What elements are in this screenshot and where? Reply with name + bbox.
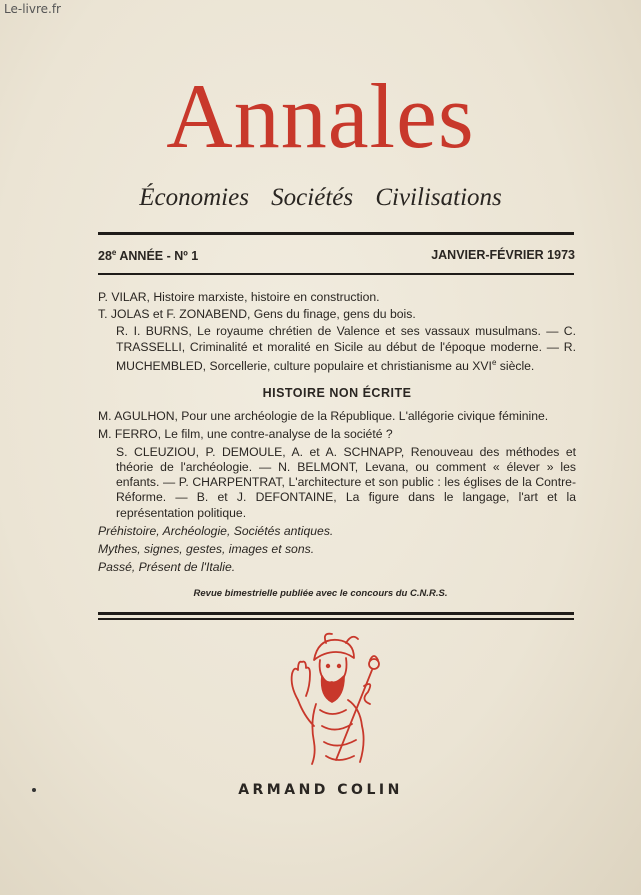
toc-entry bbox=[98, 324, 576, 374]
publisher-name: ARMAND COLIN bbox=[238, 782, 403, 798]
toc-entry: M. FERRO, Le film, une contre-analyse de la société ? bbox=[98, 427, 393, 442]
journal-subtitle: Économies Sociétés Civilisations bbox=[139, 184, 502, 211]
toc-entry: P. VILAR, Histoire marxiste, histoire en construction. bbox=[98, 290, 380, 304]
bottom-rule-thin bbox=[98, 618, 574, 620]
publication-note: Revue bimestrielle publiée avec le concours du C.N.R.S. bbox=[193, 588, 448, 599]
table-of-contents bbox=[98, 290, 576, 575]
bottom-rule bbox=[98, 612, 574, 615]
issue-number bbox=[98, 248, 198, 263]
watermark: Le-livre.fr bbox=[4, 2, 61, 16]
toc-entry-sup: e bbox=[491, 357, 497, 367]
issue-year: 28 bbox=[98, 249, 112, 264]
issue-rest: ANNÉE - Nº 1 bbox=[116, 249, 199, 264]
toc-entry: M. AGULHON, Pour une archéologie de la République. L'allégorie civique féminine. bbox=[98, 409, 549, 424]
print-spot bbox=[32, 788, 36, 792]
toc-entry: T. JOLAS et F. ZONABEND, Gens du finage, gens du bois. bbox=[98, 307, 416, 322]
issue-rule bbox=[98, 273, 574, 275]
rubric: Passé, Présent de l'Italie. bbox=[98, 560, 236, 575]
rubric: Préhistoire, Archéologie, Sociétés antiques. bbox=[98, 523, 334, 538]
rubric: Mythes, signes, gestes, images et sons. bbox=[98, 541, 315, 556]
section-heading: HISTOIRE NON ÉCRITE bbox=[262, 386, 412, 401]
toc-entry-text-end: siècle. bbox=[496, 358, 535, 373]
issue-date: JANVIER-FÉVRIER 1973 bbox=[431, 248, 575, 262]
top-rule bbox=[98, 232, 574, 235]
toc-entry-text: R. I. BURNS, Le royaume chrétien de Valence et ses vassaux musulmans. — C. TRASSELLI, Criminalité et moralité en Sicile au début de l'époque moderne. — R. MUCHEMBLED, Sorcellerie, culture populaire et christianisme au XVI bbox=[116, 324, 576, 373]
issue-year-suffix: e bbox=[111, 248, 117, 257]
journal-title: Annales bbox=[166, 65, 475, 167]
mercury-figure-icon bbox=[276, 630, 396, 770]
toc-entry: S. CLEUZIOU, P. DEMOULE, A. et A. SCHNAPP, Renouveau des méthodes et théorie de l'archéologie. — N. BELMONT, Levana, ou comment « élever » les enfants. — P. CHARPENTRAT, L'architecture et son public : les églises de la Contre-Réforme. — B. et J. DEFONTAINE, La figure dans le langage, l'art et la représentation politique. bbox=[116, 444, 576, 520]
